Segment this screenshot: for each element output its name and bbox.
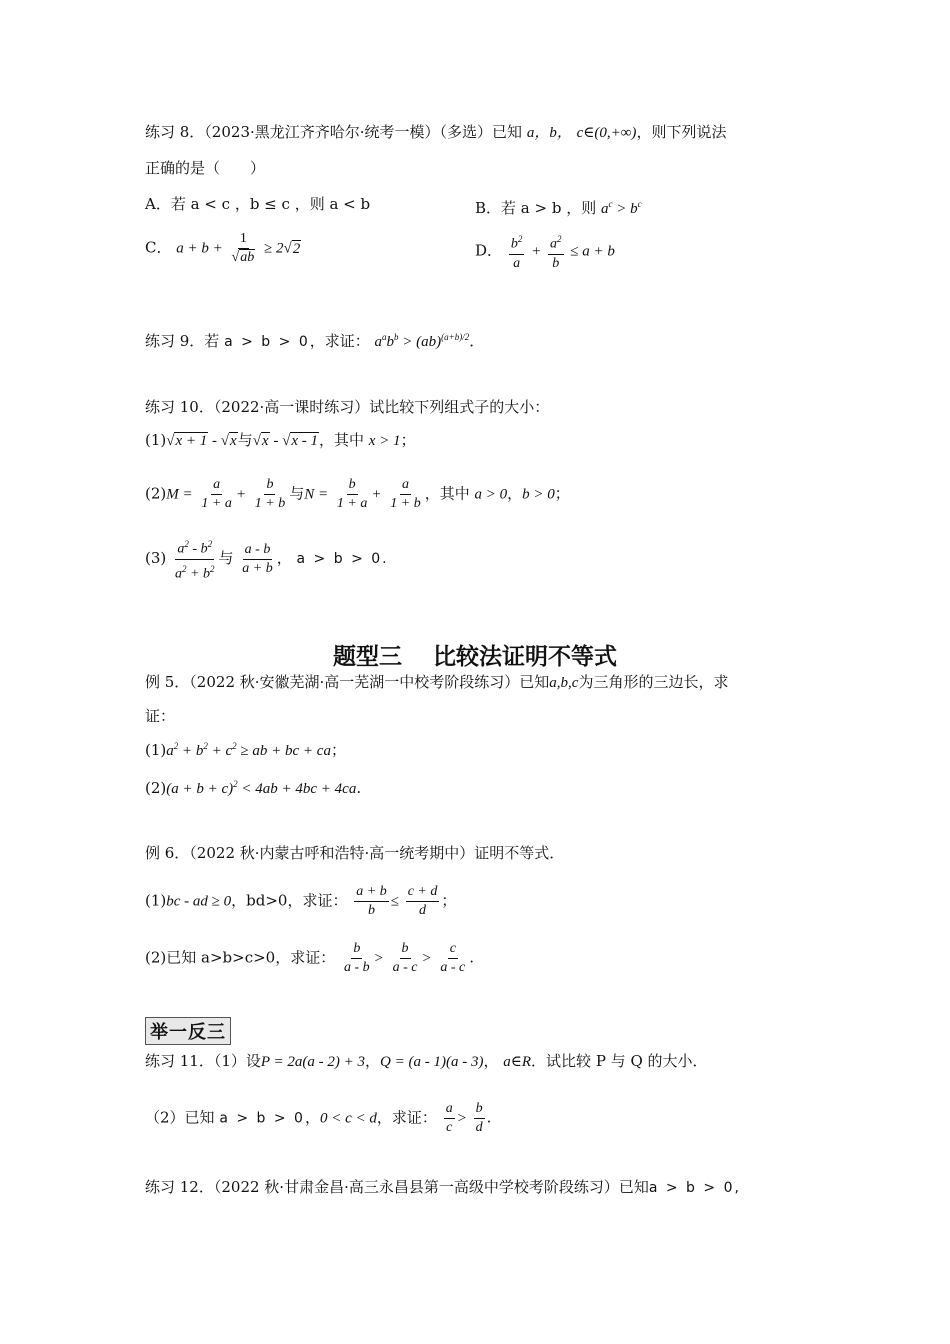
fraction: $\frac{a}{1 + a}$ [201,477,232,511]
ex12-line: 练习 12．（2022 秋·甘肃金昌·高三永昌县第一高级中学校考阶段练习）已知a > b > 0, [145,1178,741,1196]
eg5-line2: 证： [145,707,176,725]
fraction: $\frac{b}{1 + b}$ [254,477,286,511]
fraction: $\frac{a}{c}$ [445,1101,453,1135]
ex11-part1: 练习 11．（1）设P = 2a(a - 2) + 3，Q = (a - 1)(a - 3)， a∈R．试比较 P 与 Q 的大小． [145,1052,708,1070]
fraction: $\frac{b}{a - b}$ [344,941,370,975]
eg6-part2: (2)已知 a>b>c>0，求证： $\frac{b}{a - b}$ > $\frac{b}{a - c}$ > $\frac{c}{a - c}$ . [145,941,475,975]
eg6-part1: (1)bc - ad ≥ 0，bd>0，求证： $\frac{a + b}{b}$ ≤ $\frac{c + d}{d}$ ； [145,884,457,918]
fraction: $\frac{a - b}{a + b}$ [242,541,273,576]
fraction: $\frac{a^2}{b}$ [548,230,564,273]
ex8-option-d: D． $\frac{b^2}{a}$ + $\frac{a^2}{b}$ ≤ a + b [475,230,615,273]
fraction: $\frac{a + b}{b}$ [356,884,387,918]
practice-box-label: 举一反三 [145,1017,231,1045]
ex10-part1: (1)√x + 1 - √x与√x - √x - 1，其中 x > 1； [145,431,416,449]
fraction: $\frac{b^2}{a}$ [509,230,525,273]
ex11-part2: （2）已知 a > b > 0，0 < c < d，求证： $\frac{a}{c}$ > $\frac{b}{d}$ . [145,1101,492,1135]
ex10-part3: (3) $\frac{a^2 - b^2}{a^2 + b^2}$ 与 $\frac{a - b}{a + b}$ ， a > b > 0. [145,535,389,583]
ex8-option-b: B．若 a > b ，则 $a^c > b^c$ [475,199,642,217]
ex8-line2: 正确的是（ ） [145,159,266,177]
fraction: $\frac{b}{1 + a}$ [336,477,368,511]
ex8-option-a: A．若 a < c ，b ≤ c ，则 a < b [145,195,371,213]
section-title: 题型三 比较法证明不等式 [332,644,617,670]
fraction: $\frac{c + d}{d}$ [407,884,438,918]
ex8-option-c: C． a + b + $\frac{1}{√ab}$ ≥ 2√2 [145,231,301,265]
fraction: $\frac{b}{a - c}$ [392,941,418,975]
ex10-lead: 练习 10．（2022·高一课时练习）试比较下列组式子的大小： [145,398,550,416]
eg5-part1: $(1)a^2 + b^2 + c^2$ ≥ ab + bc + ca； [145,741,346,759]
eg5-lead: 例 5．（2022 秋·安徽芜湖·高一芜湖一中校考阶段练习）已知a,b,c为三角形的三边长，求 [145,673,729,691]
ex8-line1: 练习 8．（2023·黑龙江齐齐哈尔·统考一模）（多选）已知 a，b， c∈(0,+∞)，则下列说法 [145,123,727,141]
eg5-part2: $(2)(a + b + c)^2 < 4ab + 4bc + 4ca$. [145,779,362,797]
fraction: $\frac{1}{√ab}$ [231,231,255,265]
eg6-lead: 例 6．（2022 秋·内蒙古呼和浩特·高一统考期中）证明不等式． [145,844,565,862]
fraction: $\frac{b}{d}$ [475,1101,483,1135]
ex10-part2: (2)M = $\frac{a}{1 + a}$ + $\frac{b}{1 + b}$ 与N = $\frac{b}{1 + a}$ + $\frac{a}{1 + b}$ ，其中 a > 0，b > 0； [145,477,570,511]
ex9-line: 练习 9．若 a > b > 0，求证： $a^ab^b > (ab)^{(a+b)/2}$． [145,332,485,350]
fraction: $\frac{c}{a - c}$ [440,941,466,975]
fraction: $\frac{a}{1 + b}$ [390,477,421,511]
fraction: $\frac{a^2 - b^2}{a^2 + b^2}$ [173,535,216,583]
